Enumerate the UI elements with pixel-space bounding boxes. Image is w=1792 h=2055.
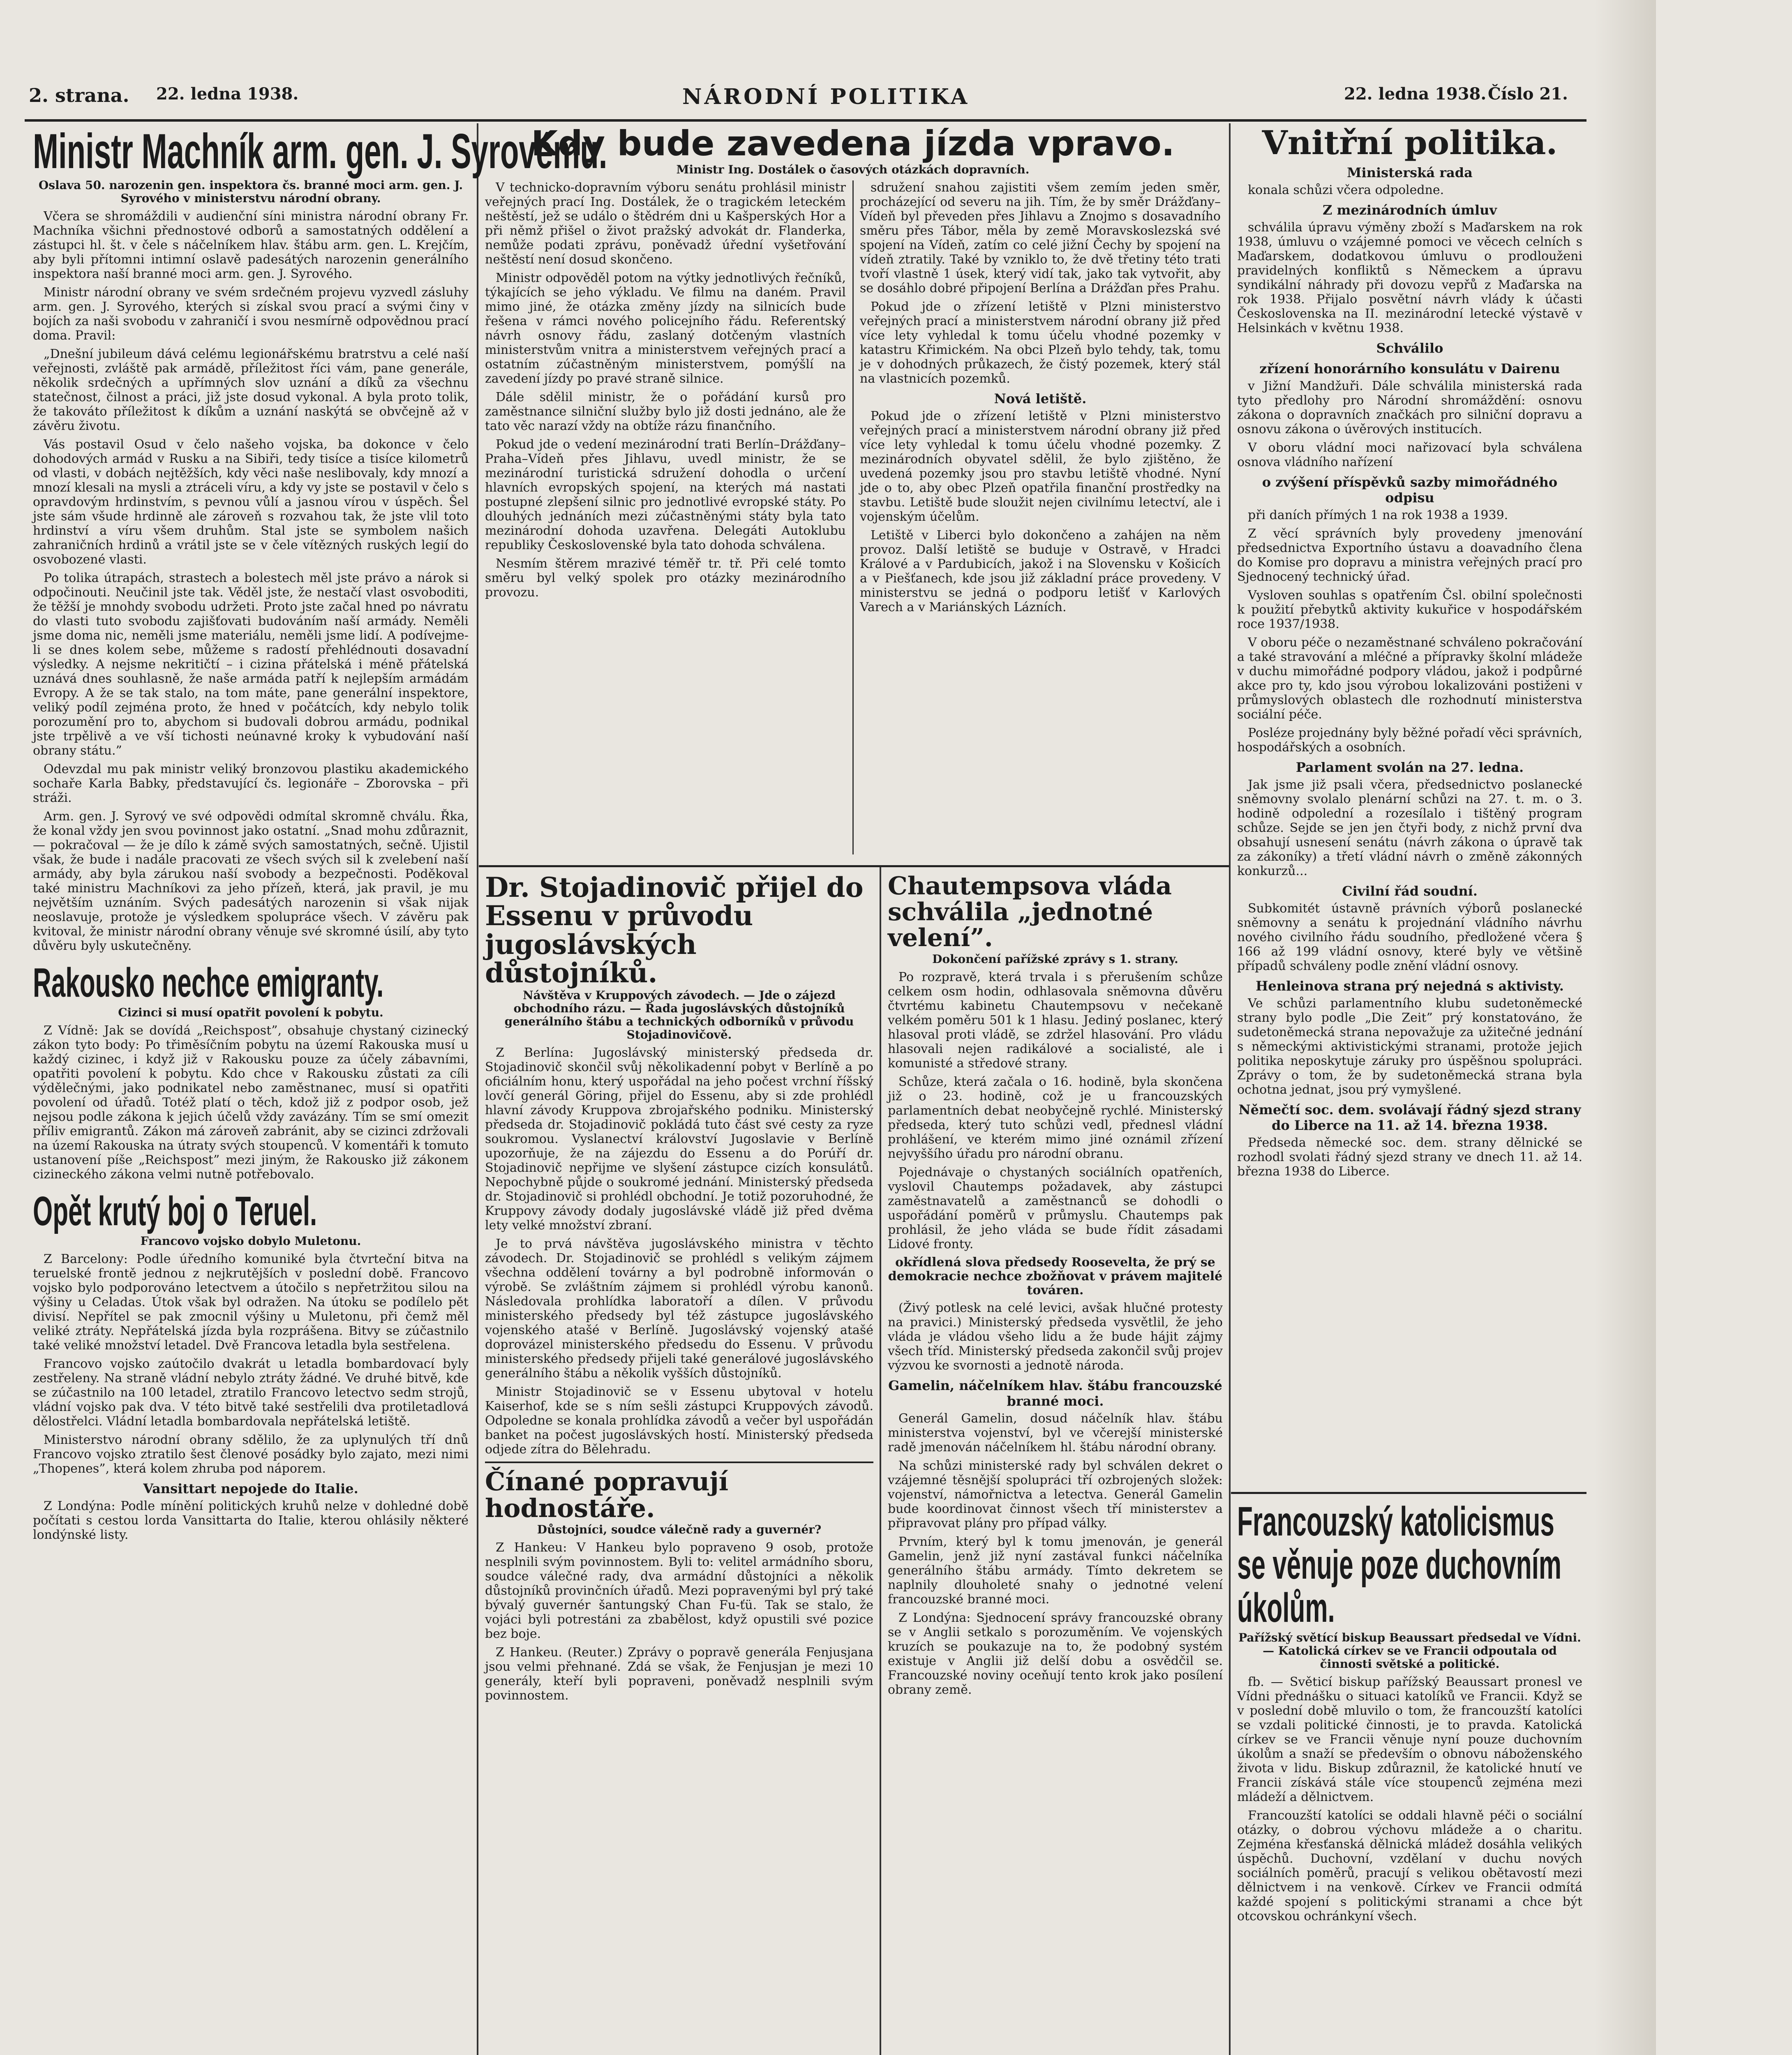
article-paragraph: Po tolika útrapách, strastech a bolestech měl jste právo a nárok si odpočinouti. Neučinil jste tak. Věděl jste, že nestačí vlast osvoboditi, že těžší je mnohdy svobodu udržeti. Proto jste začal hned po návratu do vlasti tuto svobodu zajišťovati budováním naší armády. Neměli jsme doma nic, neměli jsme materiálu, neměli jsme lidí. A podívejme-li se dnes kolem sebe, můžeme s radostí přehlédnouti dosavadní výsledky. A nejsme nekritičtí – i cizina přátelská i méně přátelská uznává dnes souhlasně, že naše armáda patří k nejlepším armádám Evropy. A že se tak stalo, na tom máte, pane generální inspektore, veliký podíl zejména proto, že hned v počátcích, kdy nebylo tolik porozumění pro to, abychom si budovali dobrou armádu, podnikal jste trpělivě a ve vší tichosti neúnavné kroky k vybudování naší obrany státu.” <box>33 571 469 758</box>
article-paragraph: Z Barcelony: Podle úředního komuniké byla čtvrteční bitva na teruelské frontě jednou z nejkrutějších v poslední době. Francovo vojsko bylo podporováno letectvem a útočilo s nepřetržitou silou na výšiny u Celadas. Útok však byl odražen. Na útoku se podílelo pět divisí. Nepřítel se pak zmocnil výšiny u Muletonu, při čemž měl veliké ztráty. Nepřátelská jízda byla rozprášena. Bitvy se zúčastnilo také veliké množství letadel. Dvě Francova letadla byla sestřelena. <box>33 1252 469 1353</box>
article-paragraph: Pojednávaje o chystaných sociálních opatřeních, vyslovil Chautemps požadavek, aby zástupci zaměstnavatelů a zaměstnanců se dohodli o uspořádání poměrů v průmyslu. Chautemps pak prohlásil, že jeho vláda se bude řídit zásadami Lidové fronty. <box>888 1165 1223 1251</box>
page-edge-shadow <box>1594 0 1656 2055</box>
article-paragraph: Z věcí správních byly provedeny jmenování předsednictva Exportního ústavu a doavadního člena do Komise pro dopravu a ministra veřejných prací pro Sjednocený technický úřad. <box>1237 526 1582 584</box>
article-paragraph: v Jižní Mandžuři. Dále schválila ministerská rada tyto předlohy pro Národní shromáždění: osnovu zákona o dopravních značkách pro silniční dopravu a osnovu zákona o úvěrových institucích. <box>1237 379 1582 436</box>
subheading-nova-letiste: Nová letiště. <box>994 391 1087 407</box>
article-paragraph: Vás postavil Osud v čelo našeho vojska, ba dokonce v čelo dohodových armád v Rusku a na Sibiři, tedy tisíce a tisíce kilometrů od vlasti, v dobách nejtěžších, kdy věci naše neslibovaly, kdy mnozí a mnozí klesali na mysli a ztráceli víru, a kdy vy jste se postavil v čelo s opravdovým hrdinstvím, s pevnou vůlí a jasnou vírou v úspěch. Šel jste sám všude hrdinně ale zároveň s rozvahou tak, že jste vlil toto hrdinství a víru všem druhům. Stal jste se symbolem našich zahraničních hrdinů a vrátil jste se v čele vítězných ruských legií do osvobozené vlasti. <box>33 437 469 567</box>
article-paragraph: fb. — Světicí biskup pařížský Beaussart pronesl ve Vídni přednášku o situaci katolíků ve Francii. Když se v poslední době mluvilo o tom, že francouzští katolíci se vzdali politické činnosti, je to pravda. Katolická církev se ve Francii věnuje nyní pouze duchovním úkolům a snaží se především o obnovu náboženského života v lidu. Biskup zdůraznil, že katolické hnutí ve Francii získává stále více stoupenců zejména mezi mládeží a dělnictvem. <box>1237 1675 1582 1804</box>
headline-chautemps: Chautempsova vláda schválila „jednotné velení”. <box>888 872 1172 952</box>
column-rule <box>880 867 881 2055</box>
article-paragraph: při daních přímých 1 na rok 1938 a 1939. <box>1248 508 1508 522</box>
article-paragraph: Na schůzi ministerské rady byl schválen dekret o vzájemné těsnější spolupráci tří ozbrojených složek: vojenství, námořnictva a letectva. Generál Gamelin bude koordinovat činnost všech tří ministerstev a připravovat plány pro případ války. <box>888 1459 1223 1531</box>
headline-teruel: Opět krutý boj o Teruel. <box>33 1188 317 1234</box>
article-paragraph: V oboru vládní moci nařizovací byla schválena osnova vládního nařízení <box>1237 441 1582 469</box>
article-paragraph: Ministerstvo národní obrany sdělilo, že za uplynulých tří dnů Francovo vojsko ztratilo šest členové posádky bylo zajato, mezi nimi „Thopenes”, která kolem zhruba pod náporem. <box>33 1433 469 1476</box>
lead-katolicismus: Pařížský světící biskup Beaussart předsedal ve Vídni. — Katolická církev se ve Francii odpoutala od činnosti světské a politické. <box>1238 1631 1581 1671</box>
subheading: Civilní řád soudní. <box>1342 883 1478 899</box>
subheading: Henleinova strana prý nejedná s aktivisty. <box>1256 978 1564 994</box>
subheading: zřízení honorárního konsulátu v Dairenu <box>1259 361 1560 376</box>
article-columns <box>485 180 1221 854</box>
article-paragraph: Předseda německé soc. dem. strany dělnické se rozhodl svolati řádný sjezd strany ve dnech 11. až 14. března 1938 do Liberce. <box>1237 1136 1582 1179</box>
article-paragraph: Ve schůzi parlamentního klubu sudetoněmecké strany bylo podle „Die Zeit” prý konstatováno, že sudetoněmecká strana nepovažuje za užitečné jednání s německými aktivistickými stranami, protože jejich politika neposkytuje záruky pro úspěšnou spolupráci. Zprávy o tom, že by sudetoněmecká strana byla ochotna jednat, jsou prý vymyšlené. <box>1237 996 1582 1097</box>
lead-stojadinovic: Návštěva v Kruppových závodech. — Jde o zájezd obchodního rázu. — Řada jugoslávských důstojníků generálního štábu a technických odborníků v průvodu Stojadinovičově. <box>504 988 854 1042</box>
article-paragraph: Pokud jde o vedení mezinárodní trati Berlín–Drážďany–Praha–Vídeň přes Jihlavu, uvedl ministr, že se mezinárodní turistická sdružení dohodla o určení hlavních evropských spojení, na kterých má nastati postupné zlepšení silnic pro jednotlivé evropské státy. Po dlouhých jednáních mezi zúčastněnými státy byla tato mezinárodní dohoda uzavřena. Delegáti Autoklubu republiky Československé byla tato dohoda schválena. <box>485 437 846 553</box>
article-paragraph: Francouzští katolíci se oddali hlavně péči o sociální otázky, o dobrou výchovu mládeže a o charitu. Zejména křesťanská dělnická mládež dosáhla velikých úspěchů. Duchovní, vzdělaní v duchu nových sociálních poměrů, pracují s velikou obětavostí mezi dělnictvem i na venkově. Církev ve Francii odmítá každé spojení s politickými stranami a chce být otcovskou ochránkyní všech. <box>1237 1808 1582 1923</box>
article-paragraph: V technicko-dopravním výboru senátu prohlásil ministr veřejných prací Ing. Dostálek, že o tragickém leteckém neštěstí, jež se událo o štědrém dni u Kašperských Hor a při němž přišel o život pražský advokát dr. Flanderka, nemůže podati zprávu, poněvadž úřední vyšetřování neštěstí není dosud skončeno. <box>485 180 846 267</box>
subheading: Ministerská rada <box>1347 165 1473 180</box>
article-paragraph: Generál Gamelin, dosud náčelník hlav. štábu ministerstva vojenství, byl ve včerejší ministerské radě jmenován náčelníkem hl. štábu národní obrany. <box>888 1411 1223 1455</box>
subheading-vansittart: Vansittart nepojede do Italie. <box>143 1481 358 1496</box>
lead-jizda-vpravo: Ministr Ing. Dostálek o časových otázkách dopravních. <box>676 163 1030 177</box>
article-paragraph: Odevzdal mu pak ministr veliký bronzovou plastiku akademického sochaře Karla Babky, představující čs. legionáře – Zborovska – při stráži. <box>33 762 469 805</box>
article-paragraph: Z Londýna: Sjednocení správy francouzské obrany se v Anglii setkalo s porozuměním. Ve vojenských kruzích se poukazuje na to, že podobný systém existuje v Anglii již delší dobu a osvědčil se. Francouzské noviny oceňují tento krok jako posílení obrany země. <box>888 1611 1223 1697</box>
article-paragraph: Z Berlína: Jugoslávský ministerský předseda dr. Stojadinovič skončil svůj několikadenní pobyt v Berlíně a po oficiálním honu, který uspořádal na jeho počest vrchní říšský lovčí generál Göring, přijel do Essenu, aby si zde prohlédl hlavní závody Kruppova zbrojařského podniku. Ministerský předseda dr. Stojadinovič pokládá tuto část své cesty za ryze soukromou. Vyslanectví království Jugoslavie v Berlíně upozorňuje, že na zájezdu do Essenu a do Porúří dr. Stojadinovič nepřijme ve slyšení zástupce cizích konsulátů. Nepochybně půjde o soukromé jednání. Ministerský předseda dr. Stojadinovič si prohlédl obchodní. Je totiž pozoruhodné, že Kruppovy závody dodaly jugoslávské vládě již před dvěma lety velké množství zbraní. <box>485 1046 873 1233</box>
article-divider <box>485 1462 873 1463</box>
article-paragraph: „Dnešní jubileum dává celému legionářskému bratrstvu a celé naší veřejnosti, zvláště pak armádě, příležitost říci vám, pane generále, několik srdečných a upřímných slov uznání a díků za všechnu statečnost, čilnost a práci, již jste dosud vykonal. A byla proto tolik, že takováto příležitost k díkům a uznání naskýtá se obvčejně až v závěru životu. <box>33 347 469 433</box>
article-paragraph: Ministr národní obrany ve svém srdečném projevu vyzvedl zásluhy arm. gen. J. Syrového, kterých si získal svou prací a svými činy v bojích za naši svobodu v zahraničí i svou nesmírně odpovědnou prací doma. Pravil: <box>33 285 469 343</box>
subheading-roosevelt: okřídlená slova předsedy Roosevelta, že prý se demokracie nechce zbožňovat v právem majitelé továren. <box>888 1255 1223 1298</box>
article-paragraph: Pokud jde o zřízení letiště v Plzni ministerstvo veřejných prací a ministerstvem národní obrany již před více lety vyhledal k tomu účelu vhodné pozemky. Z mezinárodních obyvatel sdělil, že bylo zjištěno, že uvedená pozemky jsou pro stavbu letiště vhodné. Nyní jde o to, aby obec Plzeň opatřila finanční prostředky na stavbu. Letiště bude sloužit nejen civilnímu letectví, ale i vojenským účelům. <box>860 409 1221 524</box>
article-paragraph: schválila úpravu výměny zboží s Maďarskem na rok 1938, úmluvu o vzájemné pomoci ve věcech celních s Maďarskem, dodatkovou úmluvu o prodlouženi pravidelných konfliktů s Německem a úpravu syndikální náhrady při dovozu vepřů z Maďarska na rok 1938. Přijalo posvětní návrh vlády k účasti Československa na II. mezinárodní letecké výstavě v Helsinkách v květnu 1938. <box>1237 220 1582 335</box>
page-number: 2. strana. <box>29 84 129 106</box>
subheading: Z mezinárodních úmluv <box>1322 202 1497 218</box>
column-2-top <box>485 125 1221 861</box>
newspaper-title: NÁRODNÍ POLITIKA <box>682 84 970 109</box>
article-paragraph: Jak jsme již psali včera, předsednictvo poslanecké sněmovny svolalo plenární schůzi na 27. t. m. o 3. hodině odpolední a rozesílalo i tištěný program schůze. Sejde se jen jen čtyři body, z nichž první dva obsahují usnesení senátu (návrh zákona o úpravě tak za zákoníky) a třetí vládní návrh o změně zákonných konkurzů... <box>1237 778 1582 878</box>
headline-rakousko: Rakousko nechce emigranty. <box>33 960 384 1006</box>
headline-jizda-vpravo: Kdy bude zavedena jízda vpravo. <box>531 123 1175 164</box>
article-paragraph: Po rozpravě, která trvala i s přerušením schůze celkem osm hodin, odhlasovala sněmovna důvěru čtvrtému kabinetu Chautempsovu v nečekaně velkém poměru 501 k 1 hlasu. Jediný poslanec, který hlasoval proti vládě, se zdržel hlasování. Pro vládu hlasovali nejen radikálové a socialisté, ale i komunisté a středové strany. <box>888 970 1223 1071</box>
article-paragraph: Nesmím štěrem mrazivé téměř tr. tř. Při celé tomto směru byl velký spolek pro otázky mezinárodního provozu. <box>485 556 846 600</box>
lead-cinane: Důstojníci, soudce válečně rady a guvernér? <box>537 1523 822 1537</box>
subheading: Parlament svolán na 27. ledna. <box>1296 760 1524 775</box>
article-paragraph: Posléze projednány byly běžné pořadí věci správních, hospodářských a osobních. <box>1237 726 1582 755</box>
article-paragraph: Prvním, který byl k tomu jmenován, je generál Gamelin, jenž již nyní zastával funkci náčelníka generálního štábu armády. Tímto dekretem se naplnily dlouholeté snahy o jednotné velení francouzské branné moci. <box>888 1535 1223 1607</box>
column-stojadinovic <box>485 873 873 2055</box>
date-left: 22. ledna 1938. <box>156 84 299 104</box>
article-paragraph: Schůze, která začala o 16. hodině, byla skončena již o 23. hodině, což je u francouzských parlamentních debat neobyčejně rychlé. Ministerský předseda, který tuto schůzi vedl, přednesl vládní prohlášení, ve kterém mimo jiné oznámil zřízení nejvyššího úřadu pro národní obranu. <box>888 1075 1223 1161</box>
article-paragraph: Z Hankeu. (Reuter.) Zprávy o popravě generála Fenjusjana jsou velmi přehnané. Zdá se však, že Fenjusjan je mezi 10 generály, kteří byli popraveni, poněvadž nesplnili svým povinnostem. <box>485 1645 873 1703</box>
masthead-rule <box>25 119 1586 122</box>
issue-number: Číslo 21. <box>1488 84 1568 104</box>
article-paragraph: Ministr Stojadinovič se v Essenu ubytoval v hotelu Kaiserhof, kde se s ním sešli zástupci Kruppových závodů. Odpoledne se konala prohlídka závodů a večer byl uspořádán banket na počest jugoslávských hostí. Ministerský předseda odjede zítra do Bělehradu. <box>485 1385 873 1457</box>
article-paragraph: V oboru péče o nezaměstnané schváleno pokračování a také stravování a mléčné a přípravky školní mládeže v duchu mimořádné podpory vládou, jakož i podpůrné akce pro ty, kdo jsou výrobou lokalizováni postiženi v průmyslových oblastech dle rozhodnutí ministerstva sociální péče. <box>1237 635 1582 722</box>
subheading: Němečtí soc. dem. svolávají řádný sjezd strany do Liberce na 11. až 14. března 1938. <box>1238 1102 1581 1133</box>
article-paragraph: Arm. gen. J. Syrový ve své odpovědi odmítal skromně chválu. Řka, že konal vždy jen svou povinnost jako ostatní. „Snad mohu zdůraznit, — pokračoval — že je dílo k zámě svých samostatných, sečně. Ujistil však, že bude i nadále pracovati ze všech svých sil k zvelebení naší armády, aby byla zárukou naší svobody a bezpečnosti. Poděkoval také ministru Machníkovi za jeho přízeň, která, jak pravil, je mu největším uznáním. Svých padesátých narozenin si však nijak neoslavuje, protože je výsledkem spolupráce všech. V závěru pak kvitoval, že ministr národní obrany věnuje své skromné úsilí, aby tyto důvěru byly uskutečněny. <box>33 809 469 953</box>
article-paragraph: sdružení snahou zajistiti všem zemím jeden směr, procházející od severu na jih. Tím, že by směr Drážďany–Vídeň byl převeden přes Jihlavu a Znojmo s dosavadního směru přes Tábor, měla by země Moravskoslezská své spojení na Vídeň, zatím co celé jižní Čechy by spojení na vídeň ztratily. Také by vzniklo to, že dvě třetiny této trati tvoří vlastně 1 úsek, který vidí tak, jako tak vytvořit, aby se dosáhlo dobré připojení Berlína a Drážďan přes Prahu. <box>860 180 1221 296</box>
article-paragraph: Subkomitét ústavně právních výborů poslanecké sněmovny a senátu k projednání vládního návrhu nového civilního řádu soudního, předložené včera § 166 až 199 vládní osnovy, které byly ve většině případů schváleny podle znění vládní osnovy. <box>1237 901 1582 973</box>
article-paragraph: Z Vídně: Jak se dovídá „Reichspost”, obsahuje chystaný cizinecký zákon tyto body: Po třiměsíčním pobytu na území Rakouska musí u každý cizinec, i když již v Rakousku pouze za účely zábavními, opatřiti povolení k pobytu. Kdo chce v Rakousku zůstati za cíli výdělečnými, jako podnikatel nebo zaměstnanec, musí si opatřiti povolení od úřadů. Totéž platí o těch, kdož již z podpor osob, jež nejsou podle zákona k jejich účelů vždy zavázány. Tím se smí omezit příliv emigrantů. Zákon má zároveň zabránit, aby se cizinci zdržovali na území Rakouska na útraty svých stoupenců. V komentáři k tomuto ustanovení píše „Reichspost” mezi jiným, že Rakousko již zákonem cizineckého zákona velmi nutně potřebovalo. <box>33 1023 469 1182</box>
column-chautemps <box>888 873 1223 2055</box>
article-paragraph: Pokud jde o zřízení letiště v Plzni ministerstvo veřejných prací a ministerstvem národní obrany již před více lety vyhledal k tomu účelu vhodné pozemky v katastru Křimickém. Na obci Plzeň bylo tehdy, tak, tomu je v dohodných průkazech, že čistý pozemek, který stál na vlastnicích pozemků. <box>860 300 1221 386</box>
article-paragraph: Z Londýna: Podle mínění politických kruhů nelze v dohledné době počítati s cestou lorda Vansittarta do Italie, kterou ohlásily některé londýnské listy. <box>33 1499 469 1542</box>
article-paragraph: konala schůzi včera odpoledne. <box>1248 183 1444 197</box>
article-paragraph: Včera se shromáždili v audienční síni ministra národní obrany Fr. Machníka všichni přednostové odborů a samostatných oddělení a zástupci hl. št. v čele s náčelníkem hlav. štábu arm. gen. L. Krejčím, aby byli přítomni intimní oslavě padesátých narozenin generálního inspektora naší branné moci arm. gen. J. Syrového. <box>33 209 469 281</box>
article-paragraph: Z Hankeu: V Hankeu bylo popraveno 9 osob, protože nesplnili svým povinnostem. Byli to: velitel armádního sboru, soudce válečné rady, dva armádní důstojníci a několik důstojníků provinčních úřadů. Mezi popravenými byl prý také bývalý guvernér šantungský Chan Fu-ťü. Tak se stalo, že vojáci byli potrestáni za zbabělost, když opustili své pozice bez boje. <box>485 1540 873 1642</box>
lead-chautemps: Dokončení pařížské zprávy s 1. strany. <box>932 952 1178 966</box>
subheading: o zvýšení příspěvků sazby mimořádného odpisu <box>1262 474 1558 506</box>
subheading: Schválilo <box>1376 340 1443 356</box>
headline-vnitrni-politika: Vnitřní politika. <box>1262 123 1558 162</box>
article-paragraph: Vysloven souhlas s opatřením Čsl. obilní společnosti k použití přebytků aktivity kukuřice v hospodářském roce 1937/1938. <box>1237 588 1582 631</box>
section-rule <box>479 865 1229 867</box>
lead-machnik: Oslava 50. narozenin gen. inspektora čs. branné moci arm. gen. J. Syrového v ministerstvu národní obrany. <box>38 178 463 205</box>
article-paragraph: (Živý potlesk na celé levici, avšak hlučné protesty na pravici.) Ministerský předseda vysvětlil, že jeho vláda je vládou všeho lidu a že bude hájit zájmy všech tříd. Ministerský předseda zakončil svůj projev výzvou ke svornosti a jednotě národa. <box>888 1301 1223 1373</box>
column-rule <box>477 123 478 2055</box>
article-paragraph: Ministr odpověděl potom na výtky jednotlivých řečníků, týkajících se jeho výkladu. Ve filmu na daném. Pravil mimo jiné, že otázka změny jízdy na silnicích bude řešena v rámci nového policejního řádu. Referentský návrh osnovy řádu, zaslaný dotčeným vlastních ministerstvům vnitra a ministerstvem veřejných prací a ostatním zúčastněným ministerstvem, pomýšlí na zavedení jízdy po pravé straně silnice. <box>485 271 846 386</box>
article-paragraph: Francovo vojsko zaútočilo dvakrát u letadla bombardovací byly zestřeleny. Na straně vládní nebylo ztráty žádné. Ve druhé bitvě, kde se zúčastnilo na 100 letadel, ztratilo Francovo letectvo sedm strojů, vládní vojsko pak dva. V této bitvě také sestřelili dva protiletadlová dělostřelci. Vládní letadla bombardovala nepřátelská letiště. <box>33 1357 469 1429</box>
lead-teruel: Francovo vojsko dobylo Muletonu. <box>140 1234 361 1248</box>
article-paragraph: Letiště v Liberci bylo dokončeno a zahájen na něm provoz. Další letiště se buduje v Ostravě, v Hradci Králové a v Pardubicích, jakož i na Slovensku v Košicích a v Piešťanech, kde jsou již základní práce provedeny. V ministerstvu se jedná o podporu letišť v Karlových Varech a v Mariánských Lázních. <box>860 528 1221 615</box>
headline-katolicismus: Francouzský katolicismus se věnuje poze duchovním úkolům. <box>1237 1499 1561 1631</box>
headline-stojadinovic: Dr. Stojadinovič přijel do Essenu v průvodu jugoslávských důstojníků. <box>485 871 864 989</box>
column-rule <box>1229 123 1231 2055</box>
headline-cinane: Čínané popravují hodnostáře. <box>485 1466 729 1524</box>
date-right: 22. ledna 1938. <box>1344 84 1487 104</box>
article-paragraph: Je to prvá návštěva jugoslávského ministra v těchto závodech. Dr. Stojadinovič se prohlédl s velikým zájmem všechna oddělení továrny a byl podrobně informován o výrobě. Se zvláštním zájmem si prohlédl výrobu kanonů. Následovala prohlídka laboratoří a dílen. V průvodu ministerského předsedy byl též zástupce jugoslávského vojenského atašé v Berlíně. Jugoslávský vojenský atašé doprovázel ministerského předsedu do Essenu. V průvodu ministerského předsedy přijeli také generálové jugoslávského generálního štábu a několik vyšších důstojníků. <box>485 1237 873 1381</box>
headline-machnik: Ministr Machník arm. gen. J. Syrovému. <box>33 124 607 179</box>
subheading-gamelin: Gamelin, náčelníkem hlav. štábu francouzské branné moci. <box>888 1378 1222 1409</box>
article-paragraph: Dále sdělil ministr, že o pořádání kursů pro zaměstnance silniční služby bylo již dosti jednáno, ale že tato věc narazí vždy na obtíže rázu finančního. <box>485 390 846 434</box>
column-3-bottom <box>1237 1500 1582 2055</box>
lead-rakousko: Cizinci si musí opatřit povolení k pobytu. <box>118 1006 383 1019</box>
